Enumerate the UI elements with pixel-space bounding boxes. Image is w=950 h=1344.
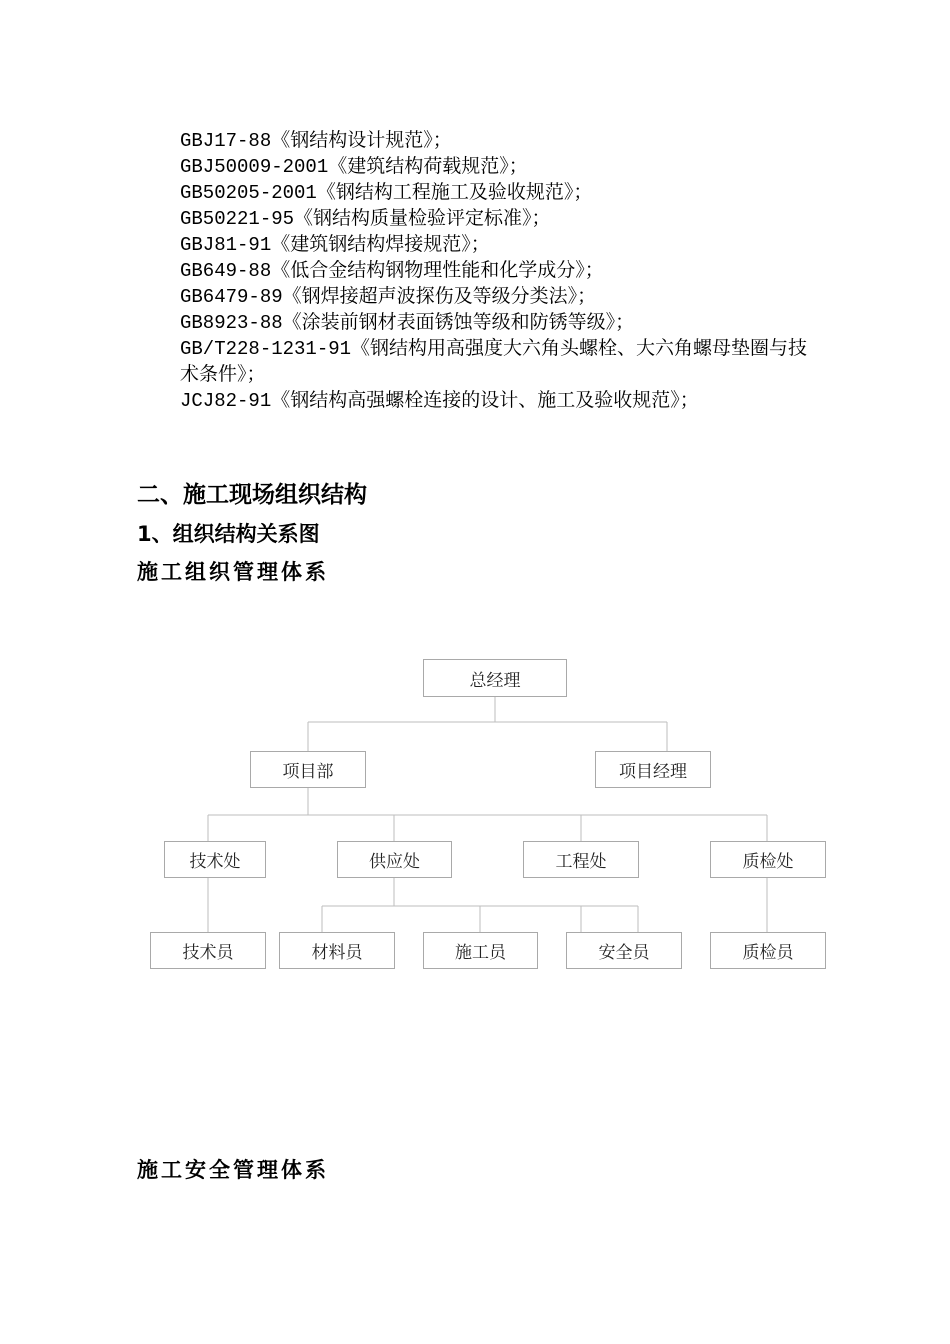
org-node-general-manager: 总经理	[423, 659, 567, 697]
org-node-technical-office: 技术处	[164, 841, 266, 878]
standard-item: GB/T228-1231-91《钢结构用高强度大六角头螺栓、大六角螺母垫圈与技术条件》；	[180, 338, 808, 386]
standard-item: GB50221-95《钢结构质量检验评定标准》；	[180, 208, 551, 230]
org-system-heading: 施工组织管理体系	[137, 560, 329, 584]
standard-item: GB649-88《低合金结构钢物理性能和化学成分》；	[180, 260, 604, 282]
subsection-heading: 1、组织结构关系图	[137, 522, 320, 546]
standard-item: GB8923-88《涂装前钢材表面锈蚀等级和防锈等级》；	[180, 312, 635, 334]
org-node-material-clerk: 材料员	[279, 932, 395, 969]
org-node-technician: 技术员	[150, 932, 266, 969]
org-node-quality-office: 质检处	[710, 841, 826, 878]
standard-item: JCJ82-91《钢结构高强螺栓连接的设计、施工及验收规范》；	[180, 390, 699, 412]
org-node-engineering-office: 工程处	[523, 841, 639, 878]
org-node-supply-office: 供应处	[337, 841, 452, 878]
standard-item: GBJ50009-2001《建筑结构荷载规范》；	[180, 156, 528, 178]
standard-item: GB50205-2001《钢结构工程施工及验收规范》；	[180, 182, 593, 204]
standard-item: GBJ81-91《建筑钢结构焊接规范》；	[180, 234, 490, 256]
standard-item: GBJ17-88《钢结构设计规范》；	[180, 130, 452, 152]
org-node-construction-worker: 施工员	[423, 932, 538, 969]
org-node-safety-officer: 安全员	[566, 932, 682, 969]
org-node-quality-inspector: 质检员	[710, 932, 826, 969]
org-node-project-department: 项目部	[250, 751, 366, 788]
safety-system-heading: 施工安全管理体系	[137, 1158, 329, 1182]
standard-item: GB6479-89《钢焊接超声波探伤及等级分类法》；	[180, 286, 597, 308]
section-heading: 二、施工现场组织结构	[137, 482, 367, 508]
org-node-project-manager: 项目经理	[595, 751, 711, 788]
